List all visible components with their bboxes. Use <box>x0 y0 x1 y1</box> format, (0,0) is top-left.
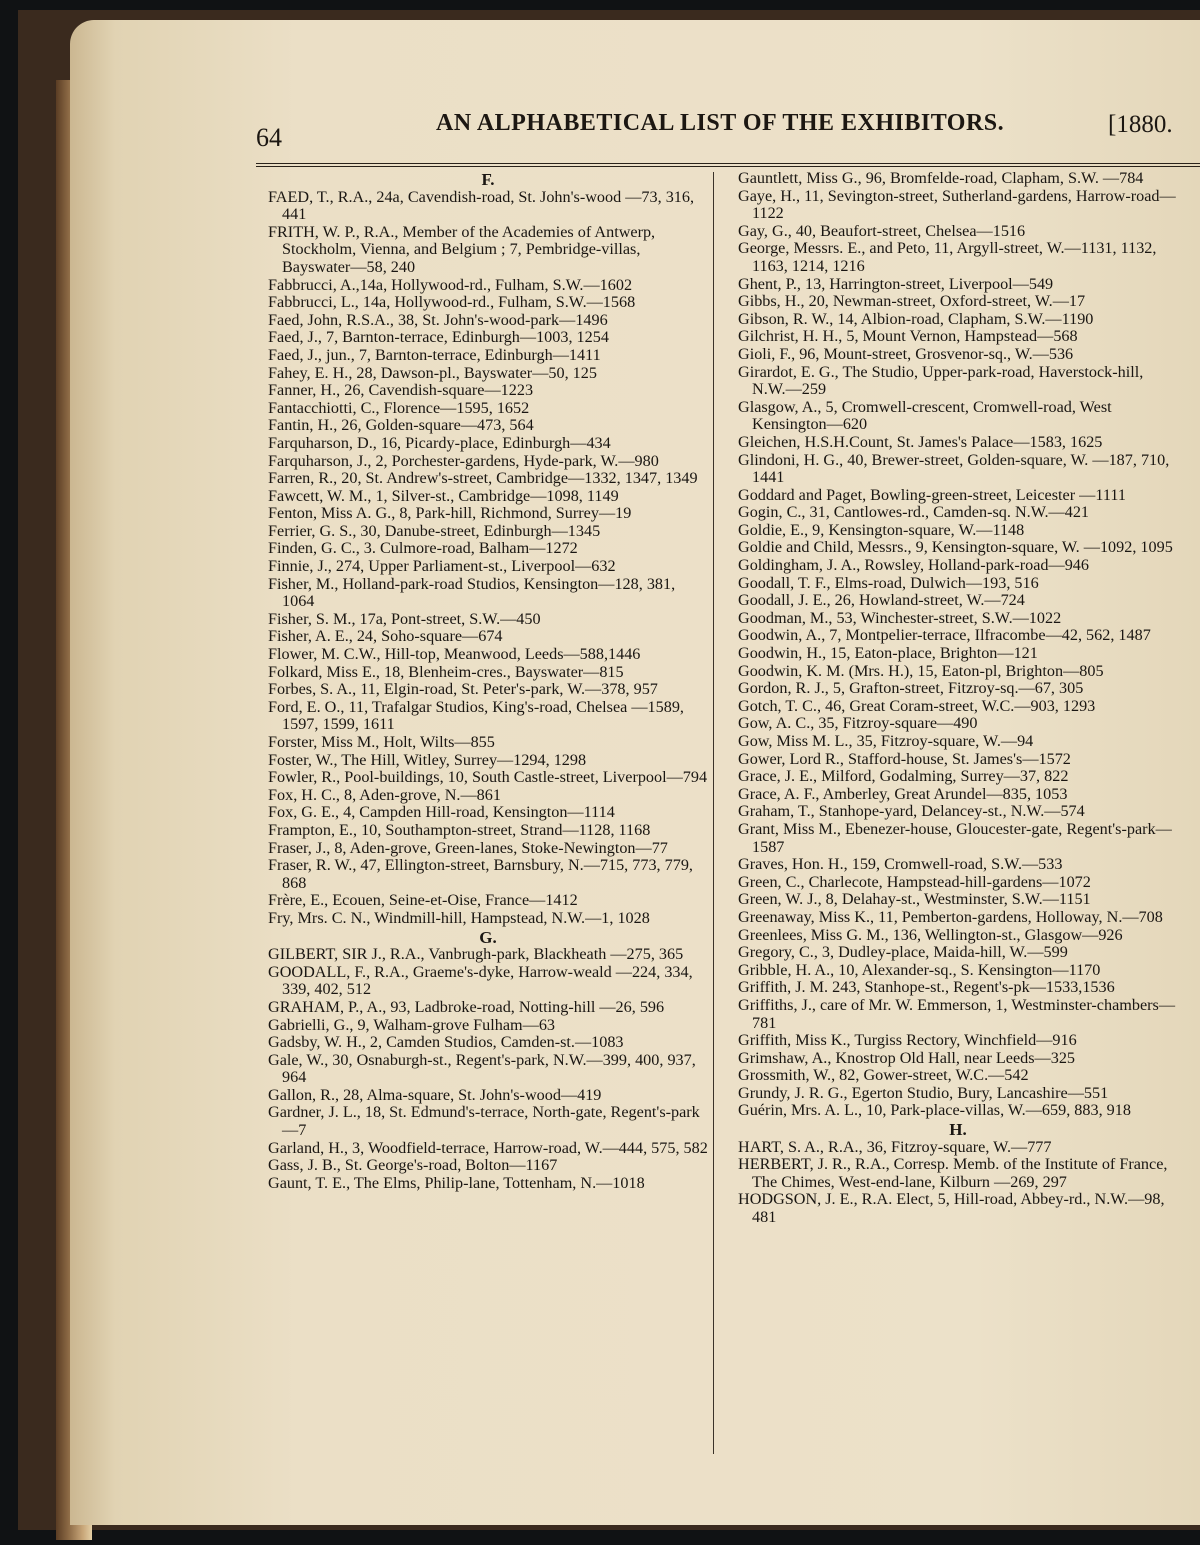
exhibitor-entry: Frampton, E., 10, Southampton-street, Strand—1128, 1168 <box>268 820 651 839</box>
exhibitor-entry: Gotch, T. C., 46, Great Coram-street, W.C.—903, 1293 <box>738 696 1096 715</box>
exhibitor-entry: Gow, Miss M. L., 35, Fitzroy-square, W.—94 <box>738 732 1034 750</box>
exhibitor-entry: Forbes, S. A., 11, Elgin-road, St. Peter's-park, W.—378, 957 <box>268 680 658 699</box>
exhibitor-entry: Fraser, R. W., 47, Ellington-street, Barnsbury, N.—715, 773, 779, 868 <box>268 856 693 892</box>
exhibitor-entry: Forster, Miss M., Holt, Wilts—855 <box>268 733 495 751</box>
exhibitor-entry: FRITH, W. P., R.A., Member of the Academies of Antwerp, Stockholm, Vienna, and Belgium ; 7, Pembridge-villas, Bayswater—58, 240 <box>268 222 656 276</box>
page-header <box>70 105 1200 152</box>
exhibitor-entry: Goldingham, J. A., Rowsley, Holland-park-road—946 <box>738 556 1089 575</box>
exhibitor-entry: Gow, A. C., 35, Fitzroy-square—490 <box>738 714 978 733</box>
exhibitor-entry: Grundy, J. R. G., Egerton Studio, Bury, Lancashire—551 <box>738 1083 1109 1102</box>
exhibitor-entry: Folkard, Miss E., 18, Blenheim-cres., Bayswater—815 <box>268 662 624 681</box>
exhibitor-entry: Goodwin, K. M. (Mrs. H.), 15, Eaton-pl, Brighton—805 <box>738 661 1104 680</box>
exhibitor-entry: Gardner, J. L., 18, St. Edmund's-terrace, North-gate, Regent's-park—7 <box>268 1103 700 1140</box>
exhibitor-entry: Fox, G. E., 4, Campden Hill-road, Kensington—1114 <box>268 803 615 822</box>
exhibitor-entry: Ford, E. O., 11, Trafalgar Studios, King's-road, Chelsea —1589, 1597, 1599, 1611 <box>268 697 684 734</box>
exhibitor-entry: Faed, J., jun., 7, Barnton-terrace, Edinburgh—1411 <box>268 345 601 364</box>
exhibitor-entry: Fabbrucci, A.,14a, Hollywood-rd., Fulham, S.W.—1602 <box>268 275 633 294</box>
exhibitor-entry: Foster, W., The Hill, Witley, Surrey—1294, 1298 <box>268 750 587 769</box>
exhibitor-entry: Fahey, E. H., 28, Dawson-pl., Bayswater—50, 125 <box>268 363 597 382</box>
exhibitor-entry: Fawcett, W. M., 1, Silver-st., Cambridge—1098, 1149 <box>268 486 619 505</box>
exhibitor-entry: HERBERT, J. R., R.A., Corresp. Memb. of the Institute of France, The Chimes, West-end-lane, Kilburn —269, 297 <box>738 1155 1168 1191</box>
exhibitor-entry: HART, S. A., R.A., 36, Fitzroy-square, W.—777 <box>738 1137 1052 1156</box>
exhibitor-entry: Fenton, Miss A. G., 8, Park-hill, Richmond, Surrey—19 <box>268 504 632 523</box>
exhibitor-entry: Fanner, H., 26, Cavendish-square—1223 <box>268 381 534 400</box>
exhibitor-entry: Fisher, S. M., 17a, Pont-street, S.W.—450 <box>268 609 541 628</box>
exhibitor-entry: Gauntlett, Miss G., 96, Bromfelde-road, Clapham, S.W. —784 <box>738 169 1144 187</box>
exhibitor-entry: Greenaway, Miss K., 11, Pemberton-gardens, Holloway, N.—708 <box>738 907 1163 926</box>
exhibitor-entry: Griffith, J. M. 243, Stanhope-st., Regent's-pk—1533,1536 <box>738 978 1115 997</box>
exhibitor-entry: Gale, W., 30, Osnaburgh-st., Regent's-park, N.W.—399, 400, 937, 964 <box>268 1050 696 1087</box>
exhibitor-entry: Gilchrist, H. H., 5, Mount Vernon, Hampstead—568 <box>738 327 1078 346</box>
exhibitor-entry: Fisher, A. E., 24, Soho-square—674 <box>268 627 503 646</box>
exhibitor-entry: Fabbrucci, L., 14a, Hollywood-rd., Fulham, S.W.—1568 <box>268 293 636 312</box>
section-heading: G. <box>479 927 497 947</box>
section-heading: H. <box>949 1120 967 1140</box>
exhibitor-entry: Griffiths, J., care of Mr. W. Emmerson, 1, Westminster-chambers—781 <box>738 995 1176 1032</box>
exhibitor-entry: Graves, Hon. H., 159, Cromwell-road, S.W.—533 <box>738 855 1063 874</box>
exhibitor-entry: Goodwin, H., 15, Eaton-place, Brighton—121 <box>738 644 1038 663</box>
year-label: [1880. <box>1108 111 1173 138</box>
exhibitor-entry: Gibbs, H., 20, Newman-street, Oxford-street, W.—17 <box>738 292 1086 311</box>
exhibitor-entry: Greenlees, Miss G. M., 136, Wellington-st., Glasgow—926 <box>738 925 1123 944</box>
exhibitor-entry: Finnie, J., 274, Upper Parliament-st., Liverpool—632 <box>268 557 616 576</box>
exhibitor-entry: GOODALL, F., R.A., Graeme's-dyke, Harrow-weald —224, 334, 339, 402, 512 <box>268 962 693 999</box>
exhibitor-entry: Green, W. J., 8, Delahay-st., Westminster, S.W.—1151 <box>738 890 1091 909</box>
exhibitor-entry: Gibson, R. W., 14, Albion-road, Clapham, S.W.—1190 <box>738 309 1094 328</box>
exhibitor-entry: George, Messrs. E., and Peto, 11, Argyll-street, W.—1131, 1132, 1163, 1214, 1216 <box>738 239 1157 275</box>
exhibitor-entry: Fowler, R., Pool-buildings, 10, South Castle-street, Liverpool—794 <box>268 768 708 787</box>
exhibitor-entry: Fantacchiotti, C., Florence—1595, 1652 <box>268 398 530 417</box>
exhibitor-entry: Gaye, H., 11, Sevington-street, Sutherland-gardens, Harrow-road—1122 <box>738 186 1176 223</box>
exhibitor-entry: Farquharson, D., 16, Picardy-place, Edinburgh—434 <box>268 433 611 452</box>
exhibitor-entry: Gadsby, W. H., 2, Camden Studios, Camden-st.—1083 <box>268 1033 624 1052</box>
exhibitor-entry: GRAHAM, P., A., 93, Ladbroke-road, Notting-hill —26, 596 <box>268 997 665 1016</box>
exhibitor-entry: Green, C., Charlecote, Hampstead-hill-gardens—1072 <box>738 872 1091 891</box>
exhibitor-entry: Fraser, J., 8, Aden-grove, Green-lanes, Stoke-Newington—77 <box>268 838 668 857</box>
exhibitor-entry: Farquharson, J., 2, Porchester-gardens, Hyde-park, W.—980 <box>268 451 659 470</box>
exhibitor-entry: Goldie and Child, Messrs., 9, Kensington-square, W. —1092, 1095 <box>738 538 1173 557</box>
exhibitor-entry: Grace, A. F., Amberley, Great Arundel—835, 1053 <box>738 784 1068 803</box>
exhibitor-entry: Fisher, M., Holland-park-road Studios, Kensington—128, 381, 1064 <box>268 574 676 611</box>
exhibitor-entry: Goodall, T. F., Elms-road, Dulwich—193, 516 <box>738 573 1039 592</box>
exhibitor-entry: Gass, J. B., St. George's-road, Bolton—1167 <box>268 1156 558 1175</box>
exhibitor-entry: Faed, John, R.S.A., 38, St. John's-wood-park—1496 <box>268 310 608 329</box>
exhibitor-entry: Goodman, M., 53, Winchester-street, S.W.—1022 <box>738 608 1062 627</box>
exhibitor-entry: Ferrier, G. S., 30, Danube-street, Edinburgh—1345 <box>268 521 601 540</box>
exhibitor-entry: Grant, Miss M., Ebenezer-house, Gloucester-gate, Regent's-park—1587 <box>738 819 1172 856</box>
right-column <box>738 170 1178 1227</box>
exhibitor-entry: Garland, H., 3, Woodfield-terrace, Harrow-road, W.—444, 575, 582 <box>268 1138 708 1157</box>
exhibitor-entry: Frère, E., Ecouen, Seine-et-Oise, France—1412 <box>268 891 578 910</box>
exhibitor-entry: Gregory, C., 3, Dudley-place, Maida-hill, W.—599 <box>738 943 1068 962</box>
page-number: 64 <box>256 123 282 152</box>
exhibitor-entry: Goodall, J. E., 26, Howland-street, W.—724 <box>738 591 1025 610</box>
exhibitor-entry: Fantin, H., 26, Golden-square—473, 564 <box>268 416 534 435</box>
exhibitor-entry: Gribble, H. A., 10, Alexander-sq., S. Kensington—1170 <box>738 960 1101 979</box>
exhibitor-entry: Grace, J. E., Milford, Godalming, Surrey—37, 822 <box>738 767 1069 786</box>
exhibitor-entry: Goldie, E., 9, Kensington-square, W.—1148 <box>738 520 1025 539</box>
exhibitor-entry: Grimshaw, A., Knostrop Old Hall, near Leeds—325 <box>738 1048 1076 1067</box>
exhibitor-entry: Glasgow, A., 5, Cromwell-crescent, Cromwell-road, West Kensington—620 <box>738 397 1112 434</box>
column-divider <box>713 172 714 1454</box>
exhibitor-entry: Fox, H. C., 8, Aden-grove, N.—861 <box>268 785 501 804</box>
exhibitor-entry: Gay, G., 40, Beaufort-street, Chelsea—1516 <box>738 221 1026 240</box>
page-title: AN ALPHABETICAL LIST OF THE EXHIBITORS. <box>436 110 1005 136</box>
exhibitor-entry: Gogin, C., 31, Cantlowes-rd., Camden-sq. N.W.—421 <box>738 503 1090 522</box>
exhibitor-entry: HODGSON, J. E., R.A. Elect, 5, Hill-road, Abbey-rd., N.W.—98, 481 <box>738 1190 1165 1227</box>
exhibitor-entry: Glindoni, H. G., 40, Brewer-street, Golden-square, W. —187, 710, 1441 <box>738 450 1170 487</box>
exhibitor-entry: Gleichen, H.S.H.Count, St. James's Palace—1583, 1625 <box>738 432 1103 451</box>
exhibitor-entry: Flower, M. C.W., Hill-top, Meanwood, Leeds—588,1446 <box>268 645 641 664</box>
exhibitor-entry: Guérin, Mrs. A. L., 10, Park-place-villas, W.—659, 883, 918 <box>738 1101 1131 1120</box>
exhibitor-entry: Gower, Lord R., Stafford-house, St. James's—1572 <box>738 749 1071 768</box>
exhibitor-entry: Fry, Mrs. C. N., Windmill-hill, Hampstead, N.W.—1, 1028 <box>268 908 650 927</box>
exhibitor-entry: Finden, G. C., 3. Culmore-road, Balham—1272 <box>268 539 578 558</box>
exhibitor-entry: Gabrielli, G., 9, Walham-grove Fulham—63 <box>268 1015 556 1034</box>
exhibitor-entry: Ghent, P., 13, Harrington-street, Liverpool—549 <box>738 274 1054 293</box>
exhibitor-entry: Goddard and Paget, Bowling-green-street, Leicester —1111 <box>738 485 1126 504</box>
exhibitor-entry: Grossmith, W., 82, Gower-street, W.C.—542 <box>738 1066 1029 1085</box>
page <box>70 20 1200 1525</box>
exhibitor-entry: Gallon, R., 28, Alma-square, St. John's-wood—419 <box>268 1085 602 1104</box>
left-column <box>268 170 708 1192</box>
exhibitor-entry: Gordon, R. J., 5, Grafton-street, Fitzroy-sq.—67, 305 <box>738 679 1084 698</box>
header-rule <box>256 163 1200 167</box>
exhibitor-entry: Gaunt, T. E., The Elms, Philip-lane, Tottenham, N.—1018 <box>268 1173 645 1192</box>
exhibitor-entry: FAED, T., R.A., 24a, Cavendish-road, St. John's-wood —73, 316, 441 <box>268 187 695 224</box>
exhibitor-entry: GILBERT, SIR J., R.A., Vanbrugh-park, Blackheath —275, 365 <box>268 945 684 964</box>
exhibitor-entry: Farren, R., 20, St. Andrew's-street, Cambridge—1332, 1347, 1349 <box>268 469 698 488</box>
exhibitor-entry: Griffith, Miss K., Turgiss Rectory, Winchfield—916 <box>738 1031 1077 1050</box>
exhibitor-entry: Graham, T., Stanhope-yard, Delancey-st., N.W.—574 <box>738 802 1085 821</box>
section-heading: F. <box>481 170 495 189</box>
exhibitor-entry: Girardot, E. G., The Studio, Upper-park-road, Haverstock-hill, N.W.—259 <box>738 362 1144 399</box>
exhibitor-entry: Faed, J., 7, Barnton-terrace, Edinburgh—1003, 1254 <box>268 328 609 347</box>
exhibitor-entry: Goodwin, A., 7, Montpelier-terrace, Ilfracombe—42, 562, 1487 <box>738 626 1151 645</box>
exhibitor-entry: Gioli, F., 96, Mount-street, Grosvenor-sq., W.—536 <box>738 344 1074 363</box>
